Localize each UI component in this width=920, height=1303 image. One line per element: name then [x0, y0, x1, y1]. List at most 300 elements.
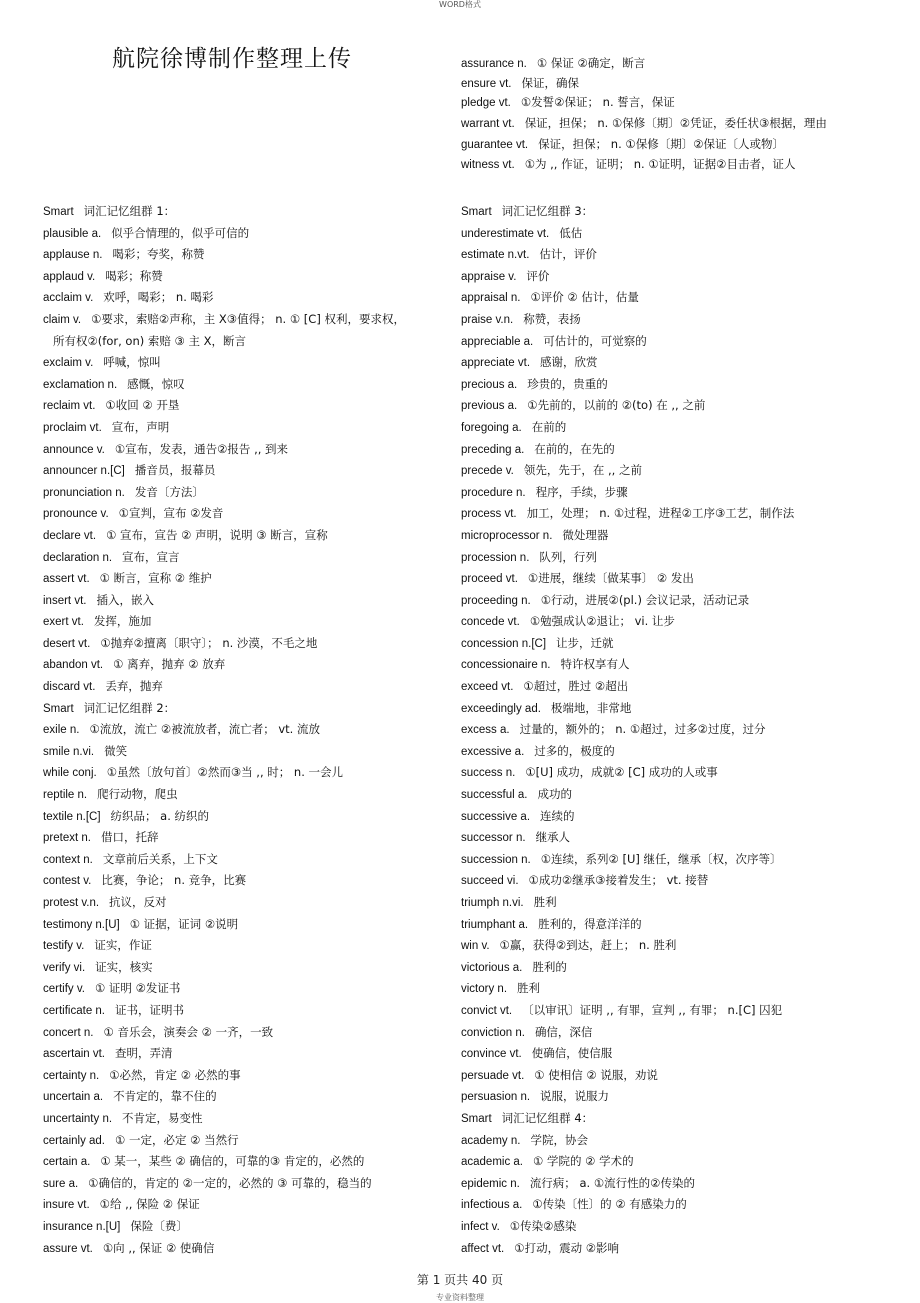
vocab-entry — [461, 719, 881, 741]
vocab-entry — [43, 698, 455, 720]
vocab-entry — [461, 266, 881, 288]
vocab-entry — [461, 331, 881, 353]
vocab-entry — [461, 223, 881, 245]
vocab-word: persuade vt. — [461, 1069, 525, 1082]
vocab-definition: 发音〔方法〕 — [134, 484, 204, 499]
right-column-main — [461, 201, 881, 1259]
vocab-entry — [461, 611, 881, 633]
vocab-word: plausible a. — [43, 227, 102, 240]
vocab-word: appraise v. — [461, 270, 517, 283]
vocab-definition: 文章前后关系，上下文 — [102, 851, 218, 866]
vocab-entry — [461, 482, 881, 504]
vocab-definition: 让步，迁就 — [556, 635, 614, 650]
vocab-definition: 借口，托辞 — [100, 830, 159, 845]
vocab-entry — [461, 1216, 881, 1238]
vocab-definition: 爬行动物，爬虫 — [97, 787, 178, 802]
vocab-definition: ① 离弃，抛弃 ② 放弃 — [113, 657, 226, 672]
vocab-entry — [43, 417, 455, 439]
vocab-definition: 不肯定的，靠不住的 — [113, 1089, 217, 1104]
vocab-word: academy n. — [461, 1134, 521, 1147]
vocab-definition: 感谢，欣赏 — [540, 355, 598, 370]
vocab-entry — [43, 482, 455, 504]
vocab-word: appreciate vt. — [461, 357, 531, 370]
page-footer: 专业资料整理 — [436, 1293, 484, 1302]
vocab-entry — [43, 374, 455, 396]
vocab-definition: 胜利 — [517, 981, 541, 996]
vocab-entry — [461, 244, 881, 266]
vocab-entry — [43, 244, 455, 266]
vocab-word: ascertain vt. — [43, 1048, 105, 1061]
vocab-word: verify vi. — [43, 961, 86, 974]
vocab-entry — [43, 1000, 455, 1022]
vocab-definition: ①连续，系列② [U] 继任，继承〔权，次序等〕 — [540, 851, 782, 866]
vocab-definition: ① 使相信 ② 说服，劝说 — [534, 1067, 658, 1082]
vocab-word: exceedingly ad. — [461, 702, 541, 715]
vocab-definition: 程序，手续，步骤 — [535, 484, 628, 499]
vocab-word: announce v. — [43, 443, 105, 456]
vocab-word: succeed vi. — [461, 875, 519, 888]
vocab-word: certify v. — [43, 983, 85, 996]
vocab-word: assurance n. — [461, 58, 527, 70]
vocab-word: infect v. — [461, 1220, 500, 1233]
vocab-entry — [461, 654, 881, 676]
vocab-definition: ①进展，继续〔做某事〕 ② 发出 — [527, 571, 694, 586]
vocab-entry — [461, 914, 881, 936]
vocab-word: foregoing a. — [461, 421, 522, 434]
vocab-word: excessive a. — [461, 745, 525, 758]
vocab-definition: ①流放，流亡 ②被流放者，流亡者； vt. 流放 — [89, 722, 320, 737]
vocab-entry — [461, 870, 881, 892]
vocab-definition: ① 学院的 ② 学术的 — [533, 1154, 634, 1169]
vocab-definition: ① 证明 ②发证书 — [94, 981, 181, 996]
vocab-definition: 词汇记忆组群 1： — [83, 204, 176, 218]
vocab-word: uncertainty n. — [43, 1112, 113, 1125]
vocab-word: smile n.vi. — [43, 745, 95, 758]
vocab-definition: 证实，核实 — [95, 959, 153, 974]
vocab-definition: ①虽然〔放句首〕②然而③当 ,, 时； n. 一会儿 — [106, 765, 344, 780]
vocab-definition: 可估计的，可觉察的 — [543, 333, 647, 348]
vocab-entry — [461, 93, 881, 113]
vocab-word: proceeding n. — [461, 594, 531, 607]
vocab-definition: 在前的 — [531, 419, 567, 434]
vocab-definition: 成功的 — [537, 787, 572, 802]
vocab-entry — [461, 849, 881, 871]
vocab-definition: 继承人 — [535, 830, 571, 845]
vocab-definition: 胜利的 — [532, 959, 567, 974]
vocab-entry — [43, 287, 455, 309]
vocab-definition: 学院，协会 — [530, 1132, 588, 1147]
vocab-word: contest v. — [43, 875, 92, 888]
vocab-entry — [461, 309, 881, 331]
vocab-entry — [461, 957, 881, 979]
vocab-definition: 喝彩；称赞 — [105, 268, 163, 283]
vocab-word: appreciable a. — [461, 335, 534, 348]
vocab-definition: 纺织品； a. 纺织的 — [110, 808, 210, 823]
vocab-word: victory n. — [461, 983, 508, 996]
right-column — [461, 54, 881, 174]
vocab-definition: 评价 — [526, 268, 550, 283]
vocab-entry — [461, 1086, 881, 1108]
vocab-entry — [461, 1151, 881, 1173]
vocab-definition: 保证，确保 — [521, 75, 579, 90]
vocab-entry — [461, 201, 881, 223]
vocab-entry — [461, 1238, 881, 1260]
vocab-word: procession n. — [461, 551, 530, 564]
vocab-word: applaud v. — [43, 270, 96, 283]
vocab-word: exile n. — [43, 724, 80, 737]
vocab-definition: 呼喊，惊叫 — [103, 355, 161, 370]
vocab-definition: ①确信的，肯定的 ②一定的，必然的 ③ 可靠的，稳当的 — [88, 1175, 372, 1190]
vocab-word: triumphant a. — [461, 918, 529, 931]
vocab-word: academic a. — [461, 1156, 524, 1169]
vocab-word: success n. — [461, 767, 516, 780]
vocab-word: declaration n. — [43, 551, 113, 564]
vocab-entry — [461, 417, 881, 439]
vocab-word: precious a. — [461, 378, 518, 391]
vocab-word: praise v.n. — [461, 313, 514, 326]
vocab-definition: ①先前的，以前的 ②(to) 在 ,, 之前 — [527, 398, 706, 413]
vocab-definition: ①传染②感染 — [509, 1218, 577, 1233]
vocab-word: uncertain a. — [43, 1091, 104, 1104]
vocab-entry — [43, 1151, 455, 1173]
vocab-word: win v. — [461, 940, 490, 953]
vocab-entry — [43, 741, 455, 763]
vocab-word: testimony n.[U] — [43, 918, 120, 931]
vocab-entry — [43, 266, 455, 288]
vocab-entry — [43, 892, 455, 914]
vocab-entry — [461, 892, 881, 914]
vocab-word: abandon vt. — [43, 659, 104, 672]
vocab-word: assert vt. — [43, 573, 90, 586]
vocab-word: exceed vt. — [461, 681, 514, 694]
vocab-word: Smart — [461, 206, 492, 218]
vocab-definition: 低估 — [559, 225, 583, 240]
vocab-entry — [43, 1130, 455, 1152]
vocab-definition: 在前的，在先的 — [534, 441, 615, 456]
vocab-word: reptile n. — [43, 789, 88, 802]
vocab-definition: 确信，深信 — [534, 1024, 593, 1039]
vocab-word: underestimate vt. — [461, 227, 550, 240]
vocab-word: reclaim vt. — [43, 400, 96, 413]
vocab-word: exclaim v. — [43, 357, 94, 370]
vocab-word: guarantee vt. — [461, 139, 529, 151]
vocab-definition: ①必然，肯定 ② 必然的事 — [109, 1067, 241, 1082]
vocab-entry — [43, 849, 455, 871]
vocab-definition: ①行动，进展②(pl.) 会议记录，活动记录 — [540, 592, 750, 607]
vocab-entry — [43, 503, 455, 525]
vocab-word: concede vt. — [461, 616, 520, 629]
vocab-entry — [43, 201, 455, 223]
vocab-word: concession n.[C] — [461, 637, 547, 650]
vocab-entry — [43, 1173, 455, 1195]
vocab-word: precede v. — [461, 465, 514, 478]
vocab-entry — [461, 155, 881, 175]
vocab-definition: 证实，作证 — [94, 938, 152, 953]
vocab-definition: ①赢，获得②到达，赶上； n. 胜利 — [499, 938, 677, 953]
vocab-definition: 欢呼，喝彩； n. 喝彩 — [103, 290, 214, 305]
vocab-word: certainty n. — [43, 1069, 100, 1082]
vocab-entry — [461, 74, 881, 94]
vocab-entry — [461, 374, 881, 396]
vocab-entry — [43, 914, 455, 936]
vocab-definition: ①打动，震动 ②影响 — [514, 1240, 620, 1255]
vocab-definition: ① 音乐会，演奏会 ② 一齐，一致 — [103, 1024, 274, 1039]
vocab-entry — [43, 676, 455, 698]
vocab-definition: 保证，担保； n. ①保修〔期〕②保证〔人或物〕 — [538, 137, 785, 151]
vocab-definition: ①发誓②保证； n. 誓言，保证 — [520, 95, 675, 109]
vocab-definition: 称赞，表扬 — [523, 311, 581, 326]
vocab-entry — [461, 978, 881, 1000]
vocab-word: concert n. — [43, 1026, 94, 1039]
vocab-definition: 说服，说服力 — [540, 1089, 610, 1104]
vocab-word: process vt. — [461, 508, 517, 521]
vocab-definition: ①勉强成认②退让； vi. 让步 — [529, 614, 675, 629]
vocab-definition: 珍贵的，贵重的 — [527, 376, 608, 391]
vocab-entry — [461, 806, 881, 828]
vocab-entry — [461, 352, 881, 374]
vocab-definition: 证书，证明书 — [115, 1002, 184, 1017]
vocab-word: Smart — [461, 1112, 492, 1125]
vocab-definition: 流行病； a. ①流行性的②传染的 — [529, 1175, 695, 1190]
vocab-word: infectious a. — [461, 1199, 523, 1212]
vocab-definition: 所有权②(for, on) 索赔 ③ 主 X，断言 — [53, 333, 247, 348]
vocab-entry — [461, 525, 881, 547]
vocab-definition: 播音员，报幕员 — [134, 463, 216, 478]
vocab-definition: 插入，嵌入 — [96, 592, 154, 607]
vocab-definition: 加工，处理； n. ①过程，进程②工序③工艺，制作法 — [526, 506, 795, 521]
vocab-definition: ①成功②继承③接着发生； vt. 接替 — [528, 873, 709, 888]
vocab-definition: 词汇记忆组群 4： — [501, 1110, 594, 1125]
vocab-entry — [43, 460, 455, 482]
vocab-definition: ①要求，索赔②声称，主 X③值得； n. ① [C] 权利，要求权， — [91, 311, 405, 326]
vocab-definition: ①给 ,, 保险 ② 保证 — [99, 1197, 200, 1212]
vocab-definition: ①收回 ② 开垦 — [105, 398, 180, 413]
vocab-definition: ① 某一，某些 ② 确信的，可靠的③ 肯定的，必然的 — [100, 1154, 365, 1169]
vocab-definition: 词汇记忆组群 3： — [501, 204, 594, 218]
vocab-definition: 使确信，使信服 — [531, 1046, 613, 1061]
vocab-entry — [43, 439, 455, 461]
vocab-entry — [461, 135, 881, 155]
vocab-word: desert vt. — [43, 637, 91, 650]
vocab-entry — [461, 698, 881, 720]
vocab-entry — [43, 331, 455, 353]
vocab-definition: 词汇记忆组群 2： — [83, 700, 176, 715]
vocab-definition: ① 一定，必定 ② 当然行 — [115, 1132, 239, 1147]
vocab-definition: 丢弃，抛弃 — [105, 679, 163, 694]
vocab-word: proclaim vt. — [43, 421, 102, 434]
vocab-entry — [43, 525, 455, 547]
vocab-word: procedure n. — [461, 486, 526, 499]
vocab-word: acclaim v. — [43, 292, 94, 305]
vocab-definition: 喝彩；夸奖，称赞 — [112, 247, 205, 262]
vocab-entry — [43, 784, 455, 806]
vocab-word: certainly ad. — [43, 1134, 106, 1147]
vocab-word: affect vt. — [461, 1242, 505, 1255]
vocab-entry — [43, 1043, 455, 1065]
vocab-definition: ① 宣布，宣告 ② 声明，说明 ③ 断言，宣称 — [106, 527, 328, 542]
vocab-definition: 胜利的，得意洋洋的 — [538, 916, 642, 931]
vocab-definition: ①宣判，宣布 ②发音 — [118, 506, 224, 521]
vocab-entry — [461, 1022, 881, 1044]
vocab-word: insert vt. — [43, 594, 87, 607]
vocab-entry — [43, 590, 455, 612]
vocab-entry — [461, 568, 881, 590]
vocab-definition: 队列，行列 — [539, 549, 597, 564]
right-top-list — [461, 54, 881, 174]
vocab-entry — [461, 113, 881, 136]
vocab-definition: 不肯定，易变性 — [122, 1110, 203, 1125]
vocab-word: ensure vt. — [461, 77, 512, 90]
vocab-entry — [43, 309, 455, 331]
vocab-word: estimate n.vt. — [461, 249, 530, 262]
vocab-definition: ①宣布，发表，通告②报告 ,, 到来 — [114, 441, 289, 456]
vocab-word: convince vt. — [461, 1048, 522, 1061]
vocab-word: textile n.[C] — [43, 810, 101, 823]
vocab-definition: ①评价 ② 估计，估量 — [530, 290, 639, 305]
vocab-entry — [461, 547, 881, 569]
vocab-entry — [461, 460, 881, 482]
vocab-definition: ① 证据，证词 ②说明 — [129, 916, 239, 931]
vocab-entry — [43, 633, 455, 655]
vocab-definition: 发挥，施加 — [93, 614, 152, 629]
page-header: WORD格式 — [439, 0, 481, 9]
vocab-word: Smart — [43, 206, 74, 218]
vocab-entry — [43, 1216, 455, 1238]
vocab-entry — [461, 1000, 881, 1022]
vocab-entry — [43, 395, 455, 417]
vocab-definition: 宣布，声明 — [111, 419, 170, 434]
vocab-word: while conj. — [43, 767, 97, 780]
vocab-entry — [461, 762, 881, 784]
vocab-entry — [43, 1194, 455, 1216]
vocab-word: epidemic n. — [461, 1177, 520, 1190]
vocab-word: concessionaire n. — [461, 659, 551, 672]
vocab-word: insurance n.[U] — [43, 1220, 121, 1233]
vocab-entry — [43, 957, 455, 979]
vocab-entry — [461, 827, 881, 849]
left-column — [43, 201, 455, 1259]
vocab-word: triumph n.vi. — [461, 897, 524, 909]
vocab-definition: ①超过，胜过 ②超出 — [523, 679, 629, 694]
vocab-definition: 〔以审讯〕证明 ,, 有罪，宣判 ,, 有罪； n.[C] 囚犯 — [522, 1002, 783, 1017]
vocab-entry — [43, 654, 455, 676]
vocab-word: previous a. — [461, 400, 518, 413]
vocab-word: Smart — [43, 702, 74, 715]
vocab-entry — [43, 568, 455, 590]
vocab-entry — [461, 439, 881, 461]
vocab-word: claim v. — [43, 313, 82, 326]
vocab-word: exclamation n. — [43, 378, 118, 391]
vocab-entry — [43, 762, 455, 784]
vocab-entry — [43, 1022, 455, 1044]
vocab-entry — [43, 870, 455, 892]
vocab-definition: ① 断言，宣称 ② 维护 — [99, 571, 212, 586]
vocab-entry — [43, 978, 455, 1000]
vocab-word: context n. — [43, 853, 93, 866]
vocab-entry — [43, 827, 455, 849]
vocab-word: discard vt. — [43, 681, 96, 694]
vocab-word: proceed vt. — [461, 573, 518, 586]
vocab-entry — [461, 741, 881, 763]
vocab-entry — [43, 352, 455, 374]
vocab-entry — [461, 1173, 881, 1195]
vocab-definition: 胜利 — [533, 895, 557, 909]
vocab-definition: 宣布，宣言 — [122, 549, 180, 564]
vocab-word: certain a. — [43, 1156, 91, 1169]
vocab-entry — [461, 1043, 881, 1065]
vocab-entry — [43, 1065, 455, 1087]
vocab-word: exert vt. — [43, 616, 84, 629]
vocab-entry — [461, 590, 881, 612]
vocab-entry — [461, 1194, 881, 1216]
vocab-word: victorious a. — [461, 961, 523, 974]
vocab-entry — [43, 611, 455, 633]
vocab-word: announcer n.[C] — [43, 465, 125, 478]
vocab-word: witness vt. — [461, 158, 515, 171]
vocab-word: convict vt. — [461, 1004, 513, 1017]
vocab-entry — [43, 719, 455, 741]
vocab-entry — [461, 633, 881, 655]
vocab-word: successful a. — [461, 789, 528, 802]
vocab-entry — [461, 935, 881, 957]
vocab-entry — [461, 503, 881, 525]
vocab-definition: 过多的，极度的 — [534, 743, 615, 758]
vocab-entry — [461, 1130, 881, 1152]
vocab-entry — [461, 784, 881, 806]
vocab-definition: 特许权享有人 — [560, 657, 630, 672]
vocab-definition: 领先，先于，在 ,, 之前 — [523, 463, 642, 478]
document-title: 航院徐博制作整理上传 — [112, 46, 352, 72]
vocab-entry — [461, 287, 881, 309]
vocab-definition: 比赛，争论； n. 竞争，比赛 — [101, 873, 247, 888]
vocab-definition: 保险〔费〕 — [130, 1218, 188, 1233]
vocab-entry — [461, 1108, 881, 1130]
vocab-word: successive a. — [461, 810, 531, 823]
vocab-word: pretext n. — [43, 832, 91, 845]
vocab-definition: 微笑 — [104, 743, 128, 758]
vocab-entry — [43, 806, 455, 828]
vocab-word: pronunciation n. — [43, 486, 125, 499]
vocab-word: certificate n. — [43, 1004, 105, 1017]
vocab-word: conviction n. — [461, 1026, 525, 1039]
vocab-word: persuasion n. — [461, 1091, 531, 1104]
vocab-definition: 极端地，非常地 — [550, 700, 632, 715]
vocab-definition: 查明，弄清 — [115, 1046, 173, 1061]
vocab-definition: ①抛弃②擅离〔职守〕； n. 沙漠，不毛之地 — [100, 635, 318, 650]
vocab-word: applause n. — [43, 249, 103, 262]
vocab-definition: ①为 ,, 作证，证明； n. ①证明，证据②目击者，证人 — [524, 156, 796, 171]
vocab-word: microprocessor n. — [461, 529, 553, 542]
vocab-definition: 微处理器 — [562, 527, 609, 542]
vocab-word: appraisal n. — [461, 292, 521, 305]
vocab-entry — [43, 1086, 455, 1108]
vocab-entry — [461, 395, 881, 417]
vocab-word: preceding a. — [461, 443, 525, 456]
vocab-word: successor n. — [461, 832, 526, 845]
vocab-entry — [43, 935, 455, 957]
vocab-definition: 抗议，反对 — [109, 895, 167, 909]
vocab-entry — [461, 676, 881, 698]
vocab-definition: 过量的，额外的； n. ①超过，过多②过度，过分 — [519, 722, 766, 737]
vocab-word: declare vt. — [43, 529, 97, 542]
vocab-definition: 保证，担保； n. ①保修〔期〕②凭证，委任状③根据，理由 — [524, 115, 827, 130]
vocab-definition: 连续的 — [540, 808, 575, 823]
vocab-definition: ①[U] 成功，成就② [C] 成功的人或事 — [525, 765, 718, 780]
vocab-definition: ①向 ,, 保证 ② 使确信 — [102, 1240, 215, 1255]
vocab-entry — [43, 1108, 455, 1130]
vocab-definition: 似乎合情理的，似乎可信的 — [111, 225, 250, 240]
vocab-word: protest v.n. — [43, 897, 100, 909]
